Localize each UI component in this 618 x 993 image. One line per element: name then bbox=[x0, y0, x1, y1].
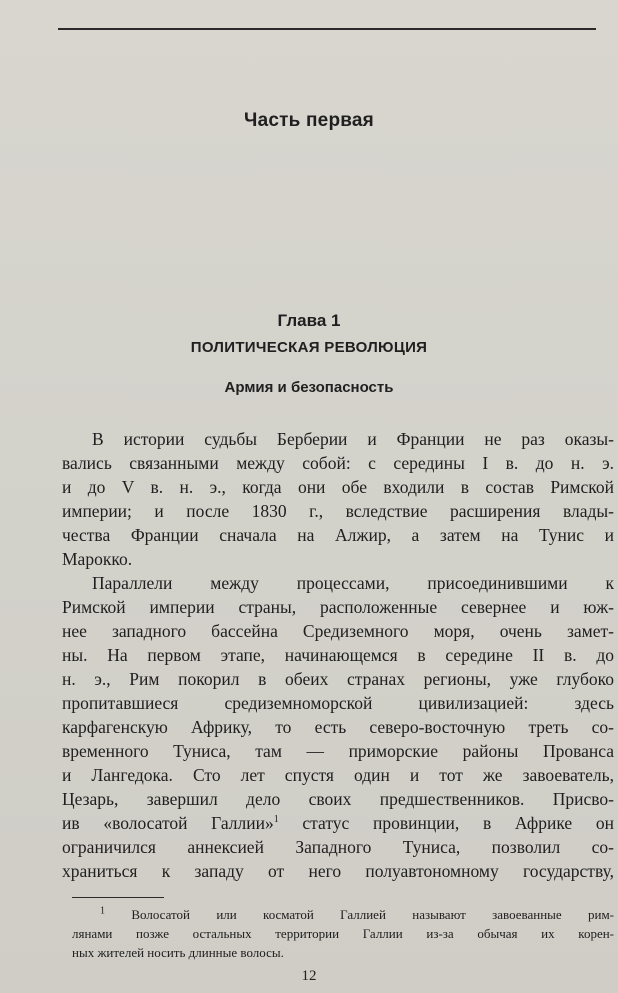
body-line: чества Франции сначала на Алжир, а затем на Тунис и bbox=[62, 525, 614, 545]
body-text: статус провинции, в Африке он bbox=[302, 813, 614, 833]
chapter-title: ПОЛИТИЧЕСКАЯ РЕВОЛЮЦИЯ bbox=[190, 339, 428, 356]
body-line: Марокко. bbox=[62, 549, 133, 569]
body-line: империи; и после 1830 г., вследствие расширения влады- bbox=[62, 501, 614, 521]
body-line: ны. На первом этапе, начинающемся в середине II в. до bbox=[62, 645, 614, 665]
section-title: Армия и безопасность bbox=[224, 379, 394, 396]
footnote-line bbox=[72, 924, 614, 944]
body-text: ив «волосатой Галлии» bbox=[62, 813, 274, 833]
body-line: Римской империи страны, расположенные севернее и юж- bbox=[62, 597, 614, 617]
body-line: и Лангедока. Сто лет спустя один и тот же завоеватель, bbox=[62, 765, 614, 785]
footnote-text: Волосатой или косматой Галлией называют завоеванные рим- bbox=[131, 907, 615, 922]
body-line: Параллели между процессами, присоединившими к bbox=[92, 573, 614, 593]
body-line: вались связанными между собой: с середины I в. до н. э. bbox=[62, 453, 614, 473]
body-line: и до V в. н. э., когда они обе входили в состав Римской bbox=[62, 477, 614, 497]
chapter-number: Глава 1 bbox=[277, 311, 341, 330]
header-rule bbox=[58, 28, 596, 30]
footnote-text: ных жителей носить длинные волосы. bbox=[72, 945, 284, 960]
body-line: н. э., Рим покорил в обеих странах регионы, уже глубоко bbox=[62, 669, 614, 689]
body-line: Цезарь, завершил дело своих предшественников. Присво- bbox=[62, 789, 614, 809]
body-line-with-footnote bbox=[62, 811, 614, 835]
body-line: нее западного бассейна Средиземного моря, очень замет- bbox=[62, 621, 614, 641]
footnote-text: лянами позже остальных территории Галлии из-за обычая их корен- bbox=[72, 926, 614, 941]
body-line: храниться к западу от него полуавтономному государству, bbox=[62, 861, 614, 881]
body-line: ограничился аннексией Западного Туниса, позволил со- bbox=[62, 837, 614, 857]
body-line: пропитавшиеся средиземноморской цивилизацией: здесь bbox=[62, 693, 614, 713]
page-number: 12 bbox=[301, 968, 317, 984]
part-title: Часть первая bbox=[244, 110, 374, 131]
footnote-line bbox=[100, 905, 614, 925]
body-line: В истории судьбы Берберии и Франции не раз оказы- bbox=[92, 429, 614, 449]
footnote-rule bbox=[72, 897, 164, 898]
footnote-marker[interactable]: 1 bbox=[273, 814, 279, 826]
footnote-number: 1 bbox=[100, 905, 105, 917]
body-line: временного Туниса, там — приморские районы Прованса bbox=[62, 741, 614, 761]
footnote-line bbox=[72, 943, 614, 963]
body-line: карфагенскую Африку, то есть северо-восточную треть со- bbox=[62, 717, 614, 737]
